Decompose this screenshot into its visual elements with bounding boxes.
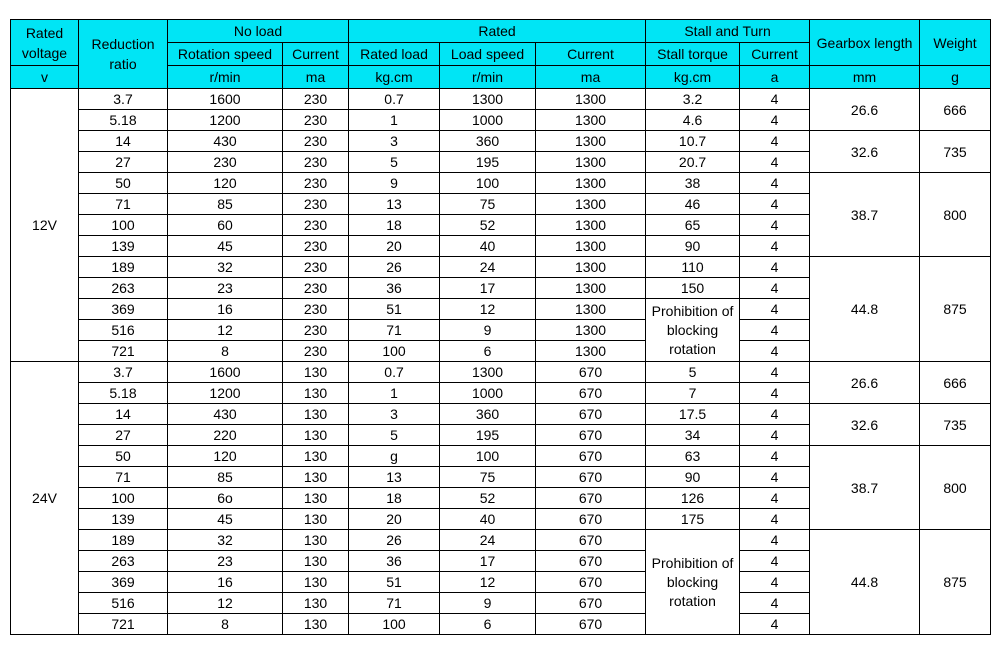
header-weight: Weight [920, 20, 991, 66]
table-row [11, 530, 991, 551]
stall-current-cell: 4 [740, 488, 810, 509]
rated-current-cell: 670 [536, 383, 646, 404]
no-load-current-cell: 230 [283, 320, 349, 341]
load-speed-cell: 1300 [440, 362, 536, 383]
rotation-speed-cell: 45 [168, 236, 283, 257]
reduction-ratio-cell: 3.7 [79, 89, 168, 110]
rated-current-cell: 670 [536, 530, 646, 551]
rated-load-cell: 71 [349, 593, 440, 614]
load-speed-cell: 100 [440, 446, 536, 467]
reduction-ratio-cell: 369 [79, 572, 168, 593]
no-load-current-cell: 230 [283, 215, 349, 236]
rated-load-cell: 18 [349, 215, 440, 236]
stall-current-cell: 4 [740, 257, 810, 278]
stall-current-cell: 4 [740, 446, 810, 467]
reduction-ratio-cell: 721 [79, 341, 168, 362]
load-speed-cell: 1300 [440, 89, 536, 110]
table-row [11, 131, 991, 152]
load-speed-cell: 40 [440, 236, 536, 257]
rotation-speed-cell: 430 [168, 131, 283, 152]
load-speed-cell: 24 [440, 257, 536, 278]
weight-cell: 800 [920, 446, 991, 530]
rated-load-cell: 13 [349, 194, 440, 215]
reduction-ratio-cell: 516 [79, 320, 168, 341]
stall-current-cell: 4 [740, 215, 810, 236]
table-row [11, 257, 991, 278]
reduction-ratio-cell: 189 [79, 530, 168, 551]
unit-load-speed: r/min [440, 66, 536, 89]
rated-load-cell: 100 [349, 614, 440, 635]
rotation-speed-cell: 23 [168, 551, 283, 572]
gearbox-length-cell: 44.8 [810, 257, 920, 362]
rotation-speed-cell: 32 [168, 257, 283, 278]
stall-current-cell: 4 [740, 383, 810, 404]
rated-load-cell: 100 [349, 341, 440, 362]
header-rated-voltage: Rated voltage [11, 20, 79, 66]
rated-load-cell: 0.7 [349, 89, 440, 110]
load-speed-cell: 17 [440, 551, 536, 572]
rated-load-cell: 71 [349, 320, 440, 341]
rated-current-cell: 1300 [536, 257, 646, 278]
rated-load-cell: 36 [349, 551, 440, 572]
stall-current-cell: 4 [740, 152, 810, 173]
table-row [11, 89, 991, 110]
load-speed-cell: 195 [440, 425, 536, 446]
reduction-ratio-cell: 50 [79, 173, 168, 194]
rotation-speed-cell: 1200 [168, 110, 283, 131]
no-load-current-cell: 230 [283, 236, 349, 257]
header-rated: Rated [349, 20, 646, 43]
header-rated-current: Current [536, 43, 646, 66]
rated-load-cell: 9 [349, 173, 440, 194]
rotation-speed-cell: 8 [168, 341, 283, 362]
load-speed-cell: 360 [440, 131, 536, 152]
stall-torque-cell: 175 [646, 509, 740, 530]
stall-torque-cell: 20.7 [646, 152, 740, 173]
load-speed-cell: 17 [440, 278, 536, 299]
rated-load-cell: 5 [349, 425, 440, 446]
rated-load-cell: 36 [349, 278, 440, 299]
load-speed-cell: 52 [440, 215, 536, 236]
stall-current-cell: 4 [740, 572, 810, 593]
rotation-speed-cell: 60 [168, 215, 283, 236]
stall-torque-cell: 110 [646, 257, 740, 278]
voltage-cell: 24V [11, 362, 79, 635]
rotation-speed-cell: 430 [168, 404, 283, 425]
stall-current-cell: 4 [740, 341, 810, 362]
rotation-speed-cell: 1200 [168, 383, 283, 404]
no-load-current-cell: 130 [283, 404, 349, 425]
gearbox-length-cell: 44.8 [810, 530, 920, 635]
gearbox-length-cell: 26.6 [810, 362, 920, 404]
load-speed-cell: 9 [440, 320, 536, 341]
stall-current-cell: 4 [740, 530, 810, 551]
unit-stall-torque: kg.cm [646, 66, 740, 89]
reduction-ratio-cell: 5.18 [79, 110, 168, 131]
gearbox-length-cell: 38.7 [810, 173, 920, 257]
stall-torque-cell: 46 [646, 194, 740, 215]
weight-cell: 735 [920, 404, 991, 446]
reduction-ratio-cell: 263 [79, 551, 168, 572]
reduction-ratio-cell: 100 [79, 215, 168, 236]
rotation-speed-cell: 230 [168, 152, 283, 173]
stall-torque-cell: 4.6 [646, 110, 740, 131]
load-speed-cell: 6 [440, 341, 536, 362]
rated-load-cell: 51 [349, 572, 440, 593]
rated-load-cell: 26 [349, 257, 440, 278]
load-speed-cell: 9 [440, 593, 536, 614]
load-speed-cell: 1000 [440, 383, 536, 404]
reduction-ratio-cell: 71 [79, 467, 168, 488]
stall-torque-cell: 34 [646, 425, 740, 446]
stall-torque-cell: 17.5 [646, 404, 740, 425]
header-reduction-ratio: Reduction ratio [79, 20, 168, 89]
stall-current-cell: 4 [740, 362, 810, 383]
rated-current-cell: 1300 [536, 299, 646, 320]
no-load-current-cell: 130 [283, 383, 349, 404]
unit-voltage: v [11, 66, 79, 89]
stall-torque-cell: 65 [646, 215, 740, 236]
rotation-speed-cell: 85 [168, 467, 283, 488]
rated-load-cell: 0.7 [349, 362, 440, 383]
rated-current-cell: 1300 [536, 194, 646, 215]
rotation-speed-cell: 16 [168, 299, 283, 320]
gearbox-length-cell: 32.6 [810, 404, 920, 446]
rated-load-cell: 1 [349, 383, 440, 404]
load-speed-cell: 12 [440, 299, 536, 320]
no-load-current-cell: 230 [283, 299, 349, 320]
header-rotation-speed: Rotation speed [168, 43, 283, 66]
stall-current-cell: 4 [740, 593, 810, 614]
stall-current-cell: 4 [740, 173, 810, 194]
header-no-load: No load [168, 20, 349, 43]
weight-cell: 875 [920, 257, 991, 362]
gearbox-length-cell: 38.7 [810, 446, 920, 530]
rated-current-cell: 1300 [536, 236, 646, 257]
load-speed-cell: 195 [440, 152, 536, 173]
no-load-current-cell: 130 [283, 530, 349, 551]
header-stall-torque: Stall torque [646, 43, 740, 66]
rated-current-cell: 670 [536, 446, 646, 467]
unit-gearbox-length: mm [810, 66, 920, 89]
load-speed-cell: 1000 [440, 110, 536, 131]
stall-current-cell: 4 [740, 278, 810, 299]
no-load-current-cell: 230 [283, 152, 349, 173]
reduction-ratio-cell: 3.7 [79, 362, 168, 383]
header-stall-current: Current [740, 43, 810, 66]
rated-load-cell: 3 [349, 404, 440, 425]
no-load-current-cell: 230 [283, 173, 349, 194]
reduction-ratio-cell: 50 [79, 446, 168, 467]
rotation-speed-cell: 85 [168, 194, 283, 215]
no-load-current-cell: 130 [283, 593, 349, 614]
stall-current-cell: 4 [740, 236, 810, 257]
stall-torque-cell: 126 [646, 488, 740, 509]
stall-current-cell: 4 [740, 299, 810, 320]
reduction-ratio-cell: 27 [79, 425, 168, 446]
load-speed-cell: 75 [440, 194, 536, 215]
stall-torque-cell: 5 [646, 362, 740, 383]
rotation-speed-cell: 120 [168, 446, 283, 467]
reduction-ratio-cell: 263 [79, 278, 168, 299]
weight-cell: 800 [920, 173, 991, 257]
reduction-ratio-cell: 71 [79, 194, 168, 215]
rated-current-cell: 670 [536, 551, 646, 572]
motor-spec-table [10, 19, 991, 635]
rotation-speed-cell: 16 [168, 572, 283, 593]
rated-load-cell: g [349, 446, 440, 467]
reduction-ratio-cell: 189 [79, 257, 168, 278]
no-load-current-cell: 230 [283, 278, 349, 299]
header-load-speed: Load speed [440, 43, 536, 66]
no-load-current-cell: 130 [283, 572, 349, 593]
rated-current-cell: 670 [536, 488, 646, 509]
stall-torque-cell: 150 [646, 278, 740, 299]
reduction-ratio-cell: 27 [79, 152, 168, 173]
header-stall-and-turn: Stall and Turn [646, 20, 810, 43]
load-speed-cell: 100 [440, 173, 536, 194]
no-load-current-cell: 230 [283, 89, 349, 110]
rated-load-cell: 13 [349, 467, 440, 488]
rated-current-cell: 1300 [536, 278, 646, 299]
stall-current-cell: 4 [740, 551, 810, 572]
reduction-ratio-cell: 139 [79, 509, 168, 530]
unit-rated-current: ma [536, 66, 646, 89]
voltage-cell: 12V [11, 89, 79, 362]
rotation-speed-cell: 12 [168, 320, 283, 341]
reduction-ratio-cell: 5.18 [79, 383, 168, 404]
stall-current-cell: 4 [740, 194, 810, 215]
reduction-ratio-cell: 100 [79, 488, 168, 509]
stall-current-cell: 4 [740, 320, 810, 341]
table-body [11, 89, 991, 635]
rated-current-cell: 670 [536, 425, 646, 446]
no-load-current-cell: 130 [283, 509, 349, 530]
header-gearbox-length: Gearbox length [810, 20, 920, 66]
reduction-ratio-cell: 14 [79, 131, 168, 152]
rated-current-cell: 1300 [536, 173, 646, 194]
stall-torque-cell: 3.2 [646, 89, 740, 110]
header-no-load-current: Current [283, 43, 349, 66]
rated-load-cell: 20 [349, 236, 440, 257]
no-load-current-cell: 130 [283, 362, 349, 383]
load-speed-cell: 6 [440, 614, 536, 635]
unit-no-load-current: ma [283, 66, 349, 89]
stall-current-cell: 4 [740, 509, 810, 530]
stall-torque-cell: 38 [646, 173, 740, 194]
weight-cell: 666 [920, 89, 991, 131]
no-load-current-cell: 130 [283, 488, 349, 509]
load-speed-cell: 75 [440, 467, 536, 488]
weight-cell: 735 [920, 131, 991, 173]
no-load-current-cell: 130 [283, 614, 349, 635]
rated-load-cell: 18 [349, 488, 440, 509]
stall-torque-cell: 7 [646, 383, 740, 404]
stall-current-cell: 4 [740, 131, 810, 152]
stall-current-cell: 4 [740, 614, 810, 635]
reduction-ratio-cell: 369 [79, 299, 168, 320]
rotation-speed-cell: 6o [168, 488, 283, 509]
no-load-current-cell: 230 [283, 341, 349, 362]
stall-current-cell: 4 [740, 89, 810, 110]
rated-current-cell: 1300 [536, 89, 646, 110]
rated-load-cell: 1 [349, 110, 440, 131]
no-load-current-cell: 130 [283, 551, 349, 572]
load-speed-cell: 40 [440, 509, 536, 530]
stall-current-cell: 4 [740, 404, 810, 425]
weight-cell: 875 [920, 530, 991, 635]
rated-current-cell: 1300 [536, 215, 646, 236]
unit-rotation-speed: r/min [168, 66, 283, 89]
rotation-speed-cell: 1600 [168, 89, 283, 110]
prohibition-note: Prohibition of blocking rotation [646, 530, 740, 635]
table-row [11, 173, 991, 194]
reduction-ratio-cell: 139 [79, 236, 168, 257]
reduction-ratio-cell: 14 [79, 404, 168, 425]
rated-current-cell: 670 [536, 509, 646, 530]
rotation-speed-cell: 45 [168, 509, 283, 530]
rotation-speed-cell: 23 [168, 278, 283, 299]
rated-current-cell: 670 [536, 467, 646, 488]
no-load-current-cell: 230 [283, 194, 349, 215]
gearbox-length-cell: 26.6 [810, 89, 920, 131]
rated-current-cell: 1300 [536, 341, 646, 362]
rated-load-cell: 3 [349, 131, 440, 152]
rated-load-cell: 20 [349, 509, 440, 530]
rated-current-cell: 670 [536, 593, 646, 614]
rated-current-cell: 1300 [536, 152, 646, 173]
reduction-ratio-cell: 516 [79, 593, 168, 614]
unit-weight: g [920, 66, 991, 89]
rated-load-cell: 5 [349, 152, 440, 173]
rotation-speed-cell: 120 [168, 173, 283, 194]
rated-load-cell: 51 [349, 299, 440, 320]
rotation-speed-cell: 1600 [168, 362, 283, 383]
load-speed-cell: 12 [440, 572, 536, 593]
no-load-current-cell: 130 [283, 446, 349, 467]
rated-current-cell: 1300 [536, 131, 646, 152]
no-load-current-cell: 130 [283, 425, 349, 446]
no-load-current-cell: 230 [283, 257, 349, 278]
no-load-current-cell: 230 [283, 131, 349, 152]
no-load-current-cell: 130 [283, 467, 349, 488]
header-rated-load: Rated load [349, 43, 440, 66]
stall-torque-cell: 10.7 [646, 131, 740, 152]
rotation-speed-cell: 32 [168, 530, 283, 551]
stall-current-cell: 4 [740, 467, 810, 488]
rotation-speed-cell: 12 [168, 593, 283, 614]
table-row [11, 446, 991, 467]
rotation-speed-cell: 220 [168, 425, 283, 446]
unit-rated-load: kg.cm [349, 66, 440, 89]
stall-torque-cell: 63 [646, 446, 740, 467]
gearbox-length-cell: 32.6 [810, 131, 920, 173]
table-row [11, 404, 991, 425]
load-speed-cell: 24 [440, 530, 536, 551]
rated-current-cell: 670 [536, 404, 646, 425]
stall-current-cell: 4 [740, 110, 810, 131]
rated-current-cell: 670 [536, 614, 646, 635]
prohibition-note: Prohibition of blocking rotation [646, 299, 740, 362]
no-load-current-cell: 230 [283, 110, 349, 131]
rated-current-cell: 1300 [536, 110, 646, 131]
table-row [11, 362, 991, 383]
load-speed-cell: 360 [440, 404, 536, 425]
stall-torque-cell: 90 [646, 467, 740, 488]
rotation-speed-cell: 8 [168, 614, 283, 635]
rated-load-cell: 26 [349, 530, 440, 551]
stall-current-cell: 4 [740, 425, 810, 446]
rated-current-cell: 670 [536, 572, 646, 593]
weight-cell: 666 [920, 362, 991, 404]
rated-current-cell: 1300 [536, 320, 646, 341]
reduction-ratio-cell: 721 [79, 614, 168, 635]
unit-stall-current: a [740, 66, 810, 89]
load-speed-cell: 52 [440, 488, 536, 509]
rated-current-cell: 670 [536, 362, 646, 383]
stall-torque-cell: 90 [646, 236, 740, 257]
